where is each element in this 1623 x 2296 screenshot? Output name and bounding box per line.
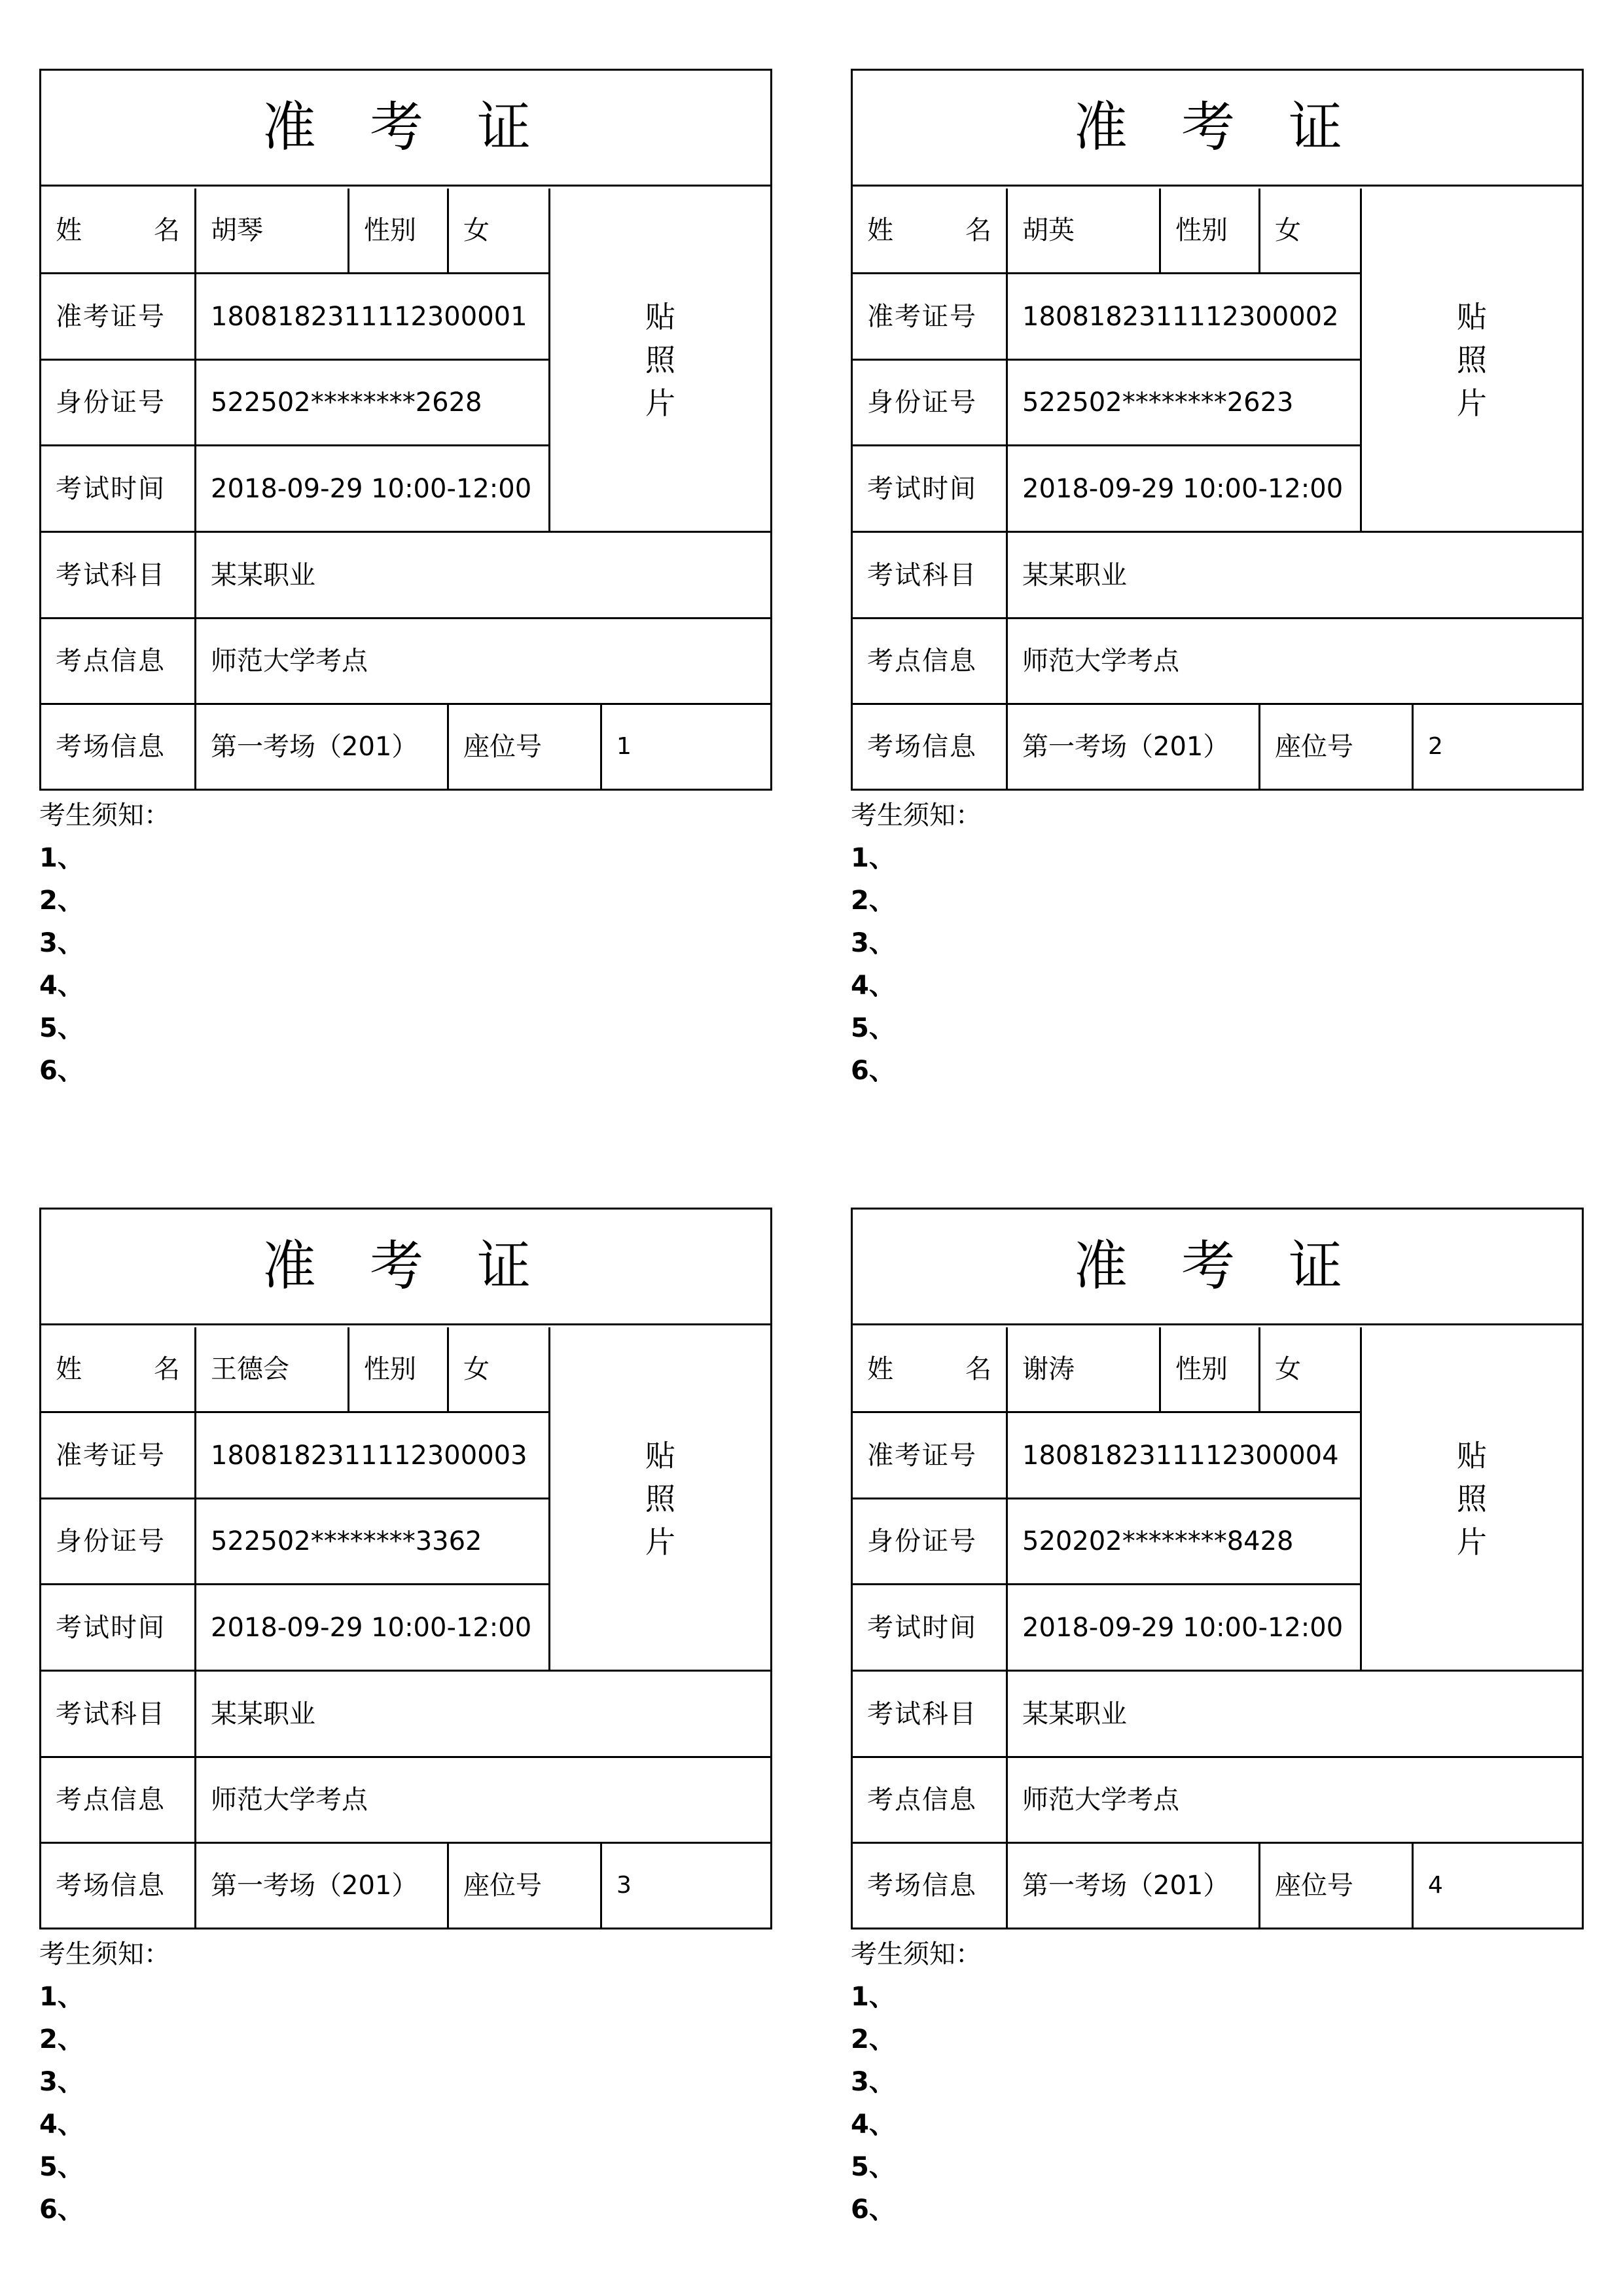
ticket-no-label: 准考证号 [853, 274, 1006, 361]
card-title: 准 考 证 [41, 71, 770, 187]
card-title: 准 考 证 [853, 71, 1582, 187]
gender-value: 女 [1258, 188, 1360, 274]
name-label-second: 名 [154, 1354, 180, 1384]
photo-label-line-2: 照 [645, 1480, 675, 1516]
exam-time-value: 2018-09-29 10:00-12:00 [194, 1585, 548, 1672]
seat-no-value: 1 [600, 705, 770, 789]
site-info-value: 师范大学考点 [1006, 1758, 1582, 1844]
exam-notice [851, 795, 1584, 1092]
notice-heading: 考生须知： [39, 1939, 170, 1969]
ticket-no-label: 准考证号 [41, 274, 194, 361]
site-info-label: 考点信息 [41, 1758, 194, 1844]
id-no-value: 522502********2623 [1006, 361, 1360, 446]
notice-item: 2、 [851, 886, 895, 916]
notice-item: 5、 [851, 2152, 895, 2182]
notice-item: 1、 [851, 843, 895, 873]
seat-no-value: 3 [600, 1844, 770, 1928]
admission-ticket-card [39, 69, 772, 1092]
photo-placeholder [1360, 1327, 1582, 1672]
id-no-label: 身份证号 [41, 1499, 194, 1585]
notice-item: 1、 [39, 843, 84, 873]
exam-notice [851, 1933, 1584, 2231]
photo-label-line-3: 片 [1457, 1524, 1487, 1560]
site-info-value: 师范大学考点 [1006, 619, 1582, 705]
notice-item: 5、 [39, 1013, 84, 1043]
notice-item: 3、 [39, 928, 84, 958]
site-info-value: 师范大学考点 [194, 619, 770, 705]
admission-ticket-table [851, 1208, 1584, 1929]
notice-heading: 考生须知： [39, 800, 170, 831]
room-info-value: 第一考场（201） [194, 705, 447, 789]
gender-value: 女 [1258, 1327, 1360, 1413]
exam-subject-value: 某某职业 [194, 1672, 770, 1758]
notice-item: 6、 [851, 1056, 895, 1086]
id-no-label: 身份证号 [853, 1499, 1006, 1585]
gender-label: 性别 [1159, 188, 1258, 274]
card-title: 准 考 证 [41, 1210, 770, 1325]
gender-value: 女 [447, 1327, 548, 1413]
admission-ticket-table [851, 69, 1584, 791]
name-label-second: 名 [154, 215, 180, 245]
name-label [853, 1327, 1006, 1413]
name-value: 王德会 [194, 1327, 348, 1413]
notice-item: 2、 [851, 2024, 895, 2054]
exam-subject-value: 某某职业 [194, 533, 770, 619]
photo-label-line-1: 贴 [645, 298, 675, 334]
notice-item: 1、 [39, 1982, 84, 2012]
notice-item: 5、 [851, 1013, 895, 1043]
name-label-first: 姓 [867, 1354, 893, 1384]
notice-item: 6、 [39, 2195, 84, 2225]
admission-ticket-card [39, 1208, 772, 2231]
ticket-no-label: 准考证号 [41, 1413, 194, 1499]
id-no-label: 身份证号 [853, 361, 1006, 446]
room-info-label: 考场信息 [867, 732, 977, 762]
site-info-label: 考点信息 [853, 1758, 1006, 1844]
gender-label: 性别 [348, 1327, 447, 1413]
notice-heading: 考生须知： [851, 1939, 982, 1969]
exam-time-value: 2018-09-29 10:00-12:00 [1006, 446, 1360, 533]
photo-placeholder [548, 1327, 770, 1672]
exam-notice [39, 795, 772, 1092]
exam-subject-value: 某某职业 [1006, 533, 1582, 619]
admission-ticket-card [851, 1208, 1584, 2231]
exam-subject-value: 某某职业 [1006, 1672, 1582, 1758]
exam-time-value: 2018-09-29 10:00-12:00 [1006, 1585, 1360, 1672]
notice-item: 4、 [39, 971, 84, 1001]
gender-label: 性别 [1159, 1327, 1258, 1413]
id-no-value: 522502********3362 [194, 1499, 548, 1585]
notice-item: 4、 [39, 2109, 84, 2140]
ticket-no-value: 1808182311112300002 [1006, 274, 1360, 361]
site-info-label: 考点信息 [41, 619, 194, 705]
name-label [41, 188, 194, 274]
exam-notice [39, 1933, 772, 2231]
notice-item: 1、 [851, 1982, 895, 2012]
gender-value: 女 [447, 188, 548, 274]
exam-subject-label: 考试科目 [853, 1672, 1006, 1758]
notice-item: 3、 [851, 928, 895, 958]
notice-item: 6、 [39, 1056, 84, 1086]
seat-no-value: 2 [1412, 705, 1582, 789]
photo-label-line-2: 照 [1457, 1480, 1487, 1516]
notice-item: 5、 [39, 2152, 84, 2182]
admission-ticket-table [39, 69, 772, 791]
site-info-label: 考点信息 [853, 619, 1006, 705]
photo-label-line-1: 贴 [1457, 298, 1487, 334]
ticket-no-label: 准考证号 [853, 1413, 1006, 1499]
exam-subject-label: 考试科目 [41, 533, 194, 619]
exam-time-label: 考试时间 [853, 1585, 1006, 1672]
notice-item: 3、 [851, 2067, 895, 2097]
gender-label: 性别 [348, 188, 447, 274]
photo-placeholder [1360, 188, 1582, 533]
name-label-first: 姓 [56, 215, 82, 245]
photo-label-line-1: 贴 [1457, 1437, 1487, 1473]
seat-no-value: 4 [1412, 1844, 1582, 1928]
notice-item: 2、 [39, 2024, 84, 2054]
exam-time-value: 2018-09-29 10:00-12:00 [194, 446, 548, 533]
notice-item: 4、 [851, 2109, 895, 2140]
name-label-first: 姓 [56, 1354, 82, 1384]
name-value: 谢涛 [1006, 1327, 1159, 1413]
name-label-second: 名 [965, 215, 991, 245]
id-no-value: 522502********2628 [194, 361, 548, 446]
name-value: 胡英 [1006, 188, 1159, 274]
exam-subject-label: 考试科目 [41, 1672, 194, 1758]
photo-label-line-3: 片 [645, 1524, 675, 1560]
notice-item: 3、 [39, 2067, 84, 2097]
room-info-label: 考场信息 [867, 1871, 977, 1901]
ticket-no-value: 1808182311112300004 [1006, 1413, 1360, 1499]
exam-subject-label: 考试科目 [853, 533, 1006, 619]
notice-item: 4、 [851, 971, 895, 1001]
room-info-label: 考场信息 [56, 732, 166, 762]
photo-label-line-2: 照 [645, 342, 675, 378]
site-info-value: 师范大学考点 [194, 1758, 770, 1844]
notice-item: 6、 [851, 2195, 895, 2225]
id-no-value: 520202********8428 [1006, 1499, 1360, 1585]
notice-heading: 考生须知： [851, 800, 982, 831]
room-info-value: 第一考场（201） [1006, 705, 1258, 789]
room-info-label: 考场信息 [56, 1871, 166, 1901]
name-label-second: 名 [965, 1354, 991, 1384]
photo-label-line-3: 片 [1457, 385, 1487, 421]
name-label [853, 188, 1006, 274]
photo-label-line-3: 片 [645, 385, 675, 421]
exam-time-label: 考试时间 [853, 446, 1006, 533]
room-info-value: 第一考场（201） [1006, 1844, 1258, 1928]
ticket-no-value: 1808182311112300001 [194, 274, 548, 361]
exam-time-label: 考试时间 [41, 446, 194, 533]
photo-placeholder [548, 188, 770, 533]
seat-no-label: 座位号 [1258, 705, 1412, 789]
seat-no-label: 座位号 [447, 1844, 600, 1928]
notice-item: 2、 [39, 886, 84, 916]
card-title: 准 考 证 [853, 1210, 1582, 1325]
photo-label-line-2: 照 [1457, 342, 1487, 378]
exam-time-label: 考试时间 [41, 1585, 194, 1672]
photo-label-line-1: 贴 [645, 1437, 675, 1473]
name-label-first: 姓 [867, 215, 893, 245]
name-label [41, 1327, 194, 1413]
admission-ticket-table [39, 1208, 772, 1929]
admission-ticket-card [851, 69, 1584, 1092]
seat-no-label: 座位号 [447, 705, 600, 789]
name-value: 胡琴 [194, 188, 348, 274]
room-info-value: 第一考场（201） [194, 1844, 447, 1928]
seat-no-label: 座位号 [1258, 1844, 1412, 1928]
ticket-no-value: 1808182311112300003 [194, 1413, 548, 1499]
id-no-label: 身份证号 [41, 361, 194, 446]
